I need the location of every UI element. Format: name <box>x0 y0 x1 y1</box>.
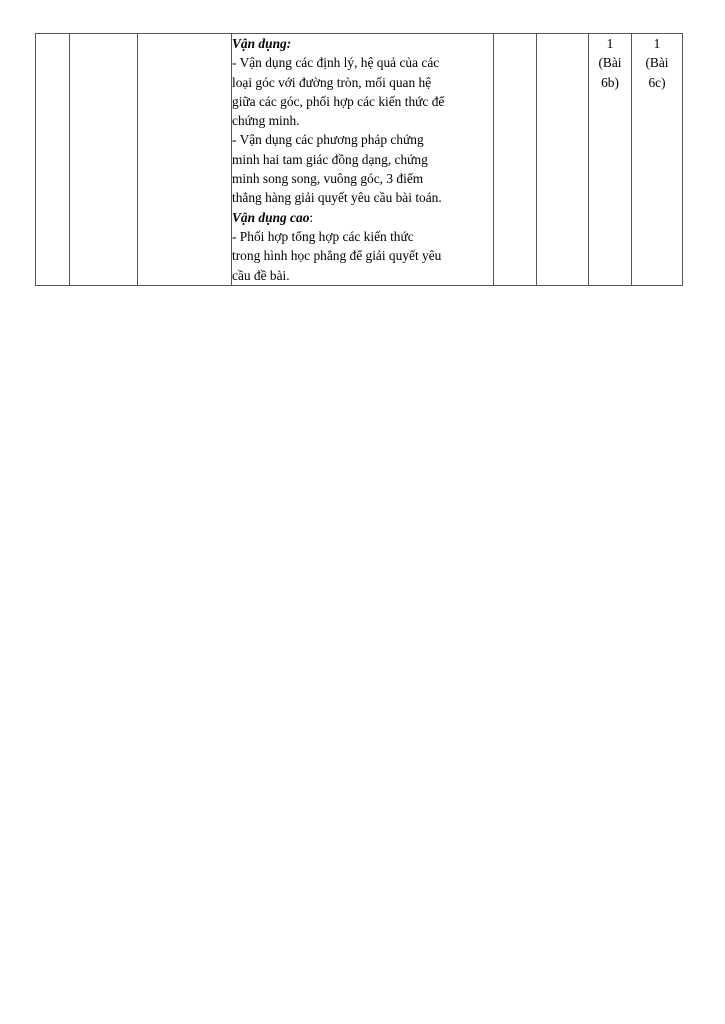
van-dung-count: 1 <box>606 36 614 51</box>
van-dung-line: - Vận dụng các phương pháp chứng <box>232 132 424 148</box>
empty-cell-unit <box>138 34 232 286</box>
van-dung-cao-heading-line <box>232 208 493 227</box>
van-dung-cao-line: cầu đề bài. <box>232 267 290 283</box>
van-dung-line: minh song song, vuông góc, 3 điểm <box>232 171 424 187</box>
van-dung-line: chứng minh. <box>232 113 300 129</box>
van-dung-cao-ref-line1: (Bài <box>645 55 669 71</box>
van-dung-cao-ref-line2: 6c) <box>648 74 666 90</box>
van-dung-cao-count-cell <box>632 34 683 286</box>
van-dung-cao-count: 1 <box>653 36 661 51</box>
van-dung-line: - Vận dụng các định lý, hệ quả của các <box>232 55 440 71</box>
van-dung-line: loại góc với đường tròn, mối quan hệ <box>232 74 432 90</box>
van-dung-cao-heading: Vận dụng cao <box>232 209 310 225</box>
empty-cell-index <box>36 34 70 286</box>
van-dung-cao-line: - Phối hợp tổng hợp các kiến thức <box>232 228 414 244</box>
van-dung-line: thẳng hàng giải quyết yêu cầu bài toán. <box>232 190 442 206</box>
van-dung-line: minh hai tam giác đồng dạng, chứng <box>232 151 428 167</box>
empty-cell-topic <box>70 34 138 286</box>
empty-cell-thong-hieu <box>537 34 589 286</box>
van-dung-cao-colon: : <box>309 209 314 225</box>
requirement-description-cell <box>232 34 494 286</box>
empty-cell-nhan-biet <box>494 34 537 286</box>
table-row <box>36 34 683 286</box>
van-dung-cao-line: trong hình học phẳng để giải quyết yêu <box>232 248 442 264</box>
van-dung-heading: Vận dụng: <box>232 36 292 51</box>
van-dung-count-cell <box>589 34 632 286</box>
van-dung-ref-line2: 6b) <box>601 74 619 90</box>
van-dung-line: giữa các góc, phối hợp các kiến thức để <box>232 93 445 109</box>
van-dung-ref-line1: (Bài <box>598 55 622 71</box>
content-matrix-table <box>35 33 683 286</box>
